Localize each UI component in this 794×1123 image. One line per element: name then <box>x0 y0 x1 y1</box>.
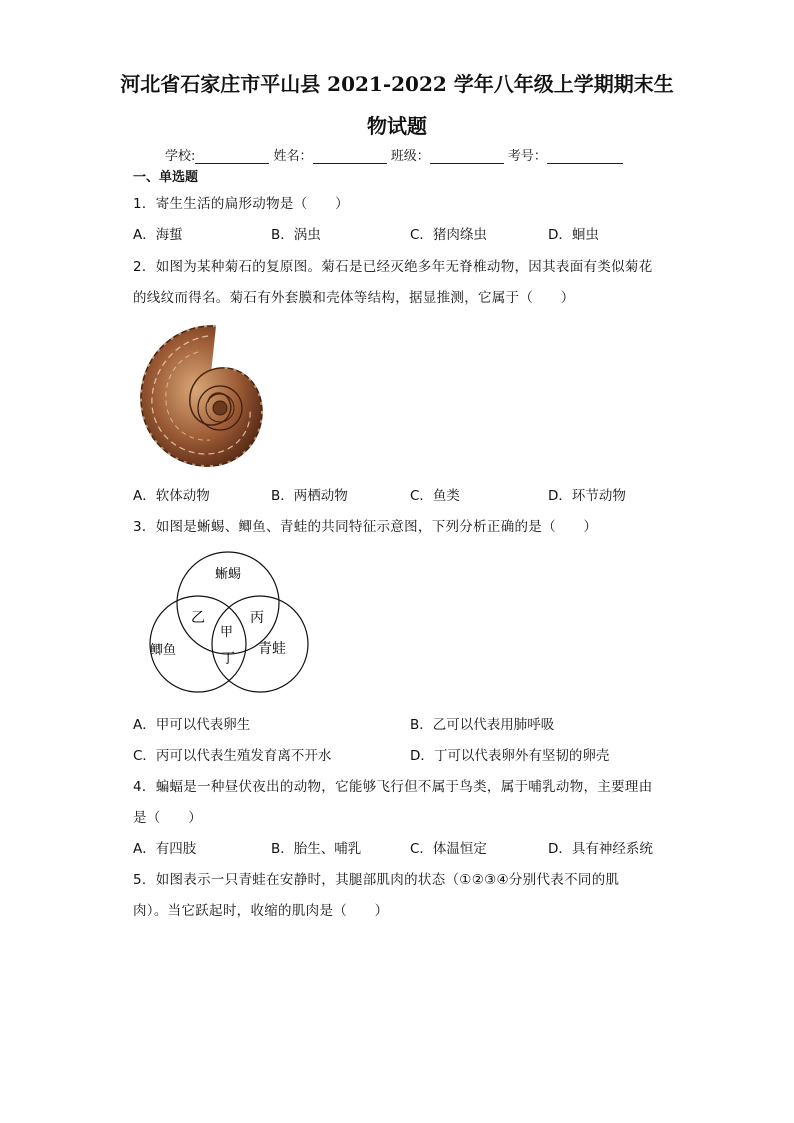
venn-region-ding: 丁 <box>221 651 235 667</box>
q2-option-a: A．软体动物 <box>133 488 210 504</box>
q4-option-d: D．具有神经系统 <box>548 841 653 857</box>
class-blank <box>430 150 504 164</box>
q3-option-d: D．丁可以代表卵外有坚韧的卵壳 <box>410 748 610 764</box>
venn-region-jia: 甲 <box>220 625 234 640</box>
venn-label-frog: 青蛙 <box>258 641 286 657</box>
q2-option-d: D．环节动物 <box>548 488 626 504</box>
q2-option-c: C．鱼类 <box>410 488 460 504</box>
venn-diagram <box>138 545 313 695</box>
q3-option-a: A．甲可以代表卵生 <box>133 717 251 733</box>
page-title-line-1: 河北省石家庄市平山县 2021-2022 学年八年级上学期期末生 <box>120 72 674 96</box>
venn-label-lizard: 蜥蜴 <box>214 567 242 582</box>
q1-option-c: C．猪肉绦虫 <box>410 227 487 243</box>
question-5-stem-line-1: 5．如图表示一只青蛙在安静时，其腿部肌肉的状态（①②③④分别代表不同的肌 <box>133 872 620 888</box>
ammonite-fossil-image <box>138 322 264 468</box>
student-info-row <box>165 145 623 164</box>
q4-option-b: B．胎生、哺乳 <box>271 841 362 857</box>
question-1-stem: 1．寄生生活的扁形动物是（ ） <box>133 196 349 212</box>
q2-option-b: B．两栖动物 <box>271 488 348 504</box>
page-title-line-2: 物试题 <box>367 114 427 138</box>
question-4-stem-line-2: 是（ ） <box>133 810 202 826</box>
school-blank <box>195 150 269 164</box>
question-2-stem-line-2: 的线纹而得名。菊石有外套膜和壳体等结构，据显推测，它属于（ ） <box>133 290 575 306</box>
number-blank <box>547 150 623 164</box>
q4-option-c: C．体温恒定 <box>410 841 487 857</box>
school-label: 学校: <box>165 149 196 164</box>
q4-option-a: A．有四肢 <box>133 841 197 857</box>
name-label: 姓名： <box>273 149 313 164</box>
name-blank <box>313 150 387 164</box>
q3-option-c: C．丙可以代表生殖发育离不开水 <box>133 748 332 764</box>
q1-option-b: B．涡虫 <box>271 227 321 243</box>
question-4-stem-line-1: 4．蝙蝠是一种昼伏夜出的动物，它能够飞行但不属于鸟类，属于哺乳动物，主要理由 <box>133 779 653 795</box>
venn-region-bing: 丙 <box>250 610 264 626</box>
q3-option-b: B．乙可以代表用肺呼吸 <box>410 717 555 733</box>
number-label: 考号： <box>507 149 547 164</box>
venn-region-yi: 乙 <box>191 610 205 626</box>
venn-label-carp: 鲫鱼 <box>150 643 177 658</box>
q1-option-a: A．海蜇 <box>133 227 183 243</box>
question-3-stem: 3．如图是蜥蜴、鲫鱼、青蛙的共同特征示意图，下列分析正确的是（ ） <box>133 519 598 535</box>
question-5-stem-line-2: 肉）。当它跃起时，收缩的肌肉是（ ） <box>133 903 389 919</box>
section-heading: 一、单选题 <box>133 170 199 185</box>
question-2-stem-line-1: 2．如图为某种菊石的复原图。菊石是已经灭绝多年无脊椎动物，因其表面有类似菊花 <box>133 259 653 275</box>
q1-option-d: D．蛔虫 <box>548 227 599 243</box>
class-label: 班级： <box>390 149 430 164</box>
